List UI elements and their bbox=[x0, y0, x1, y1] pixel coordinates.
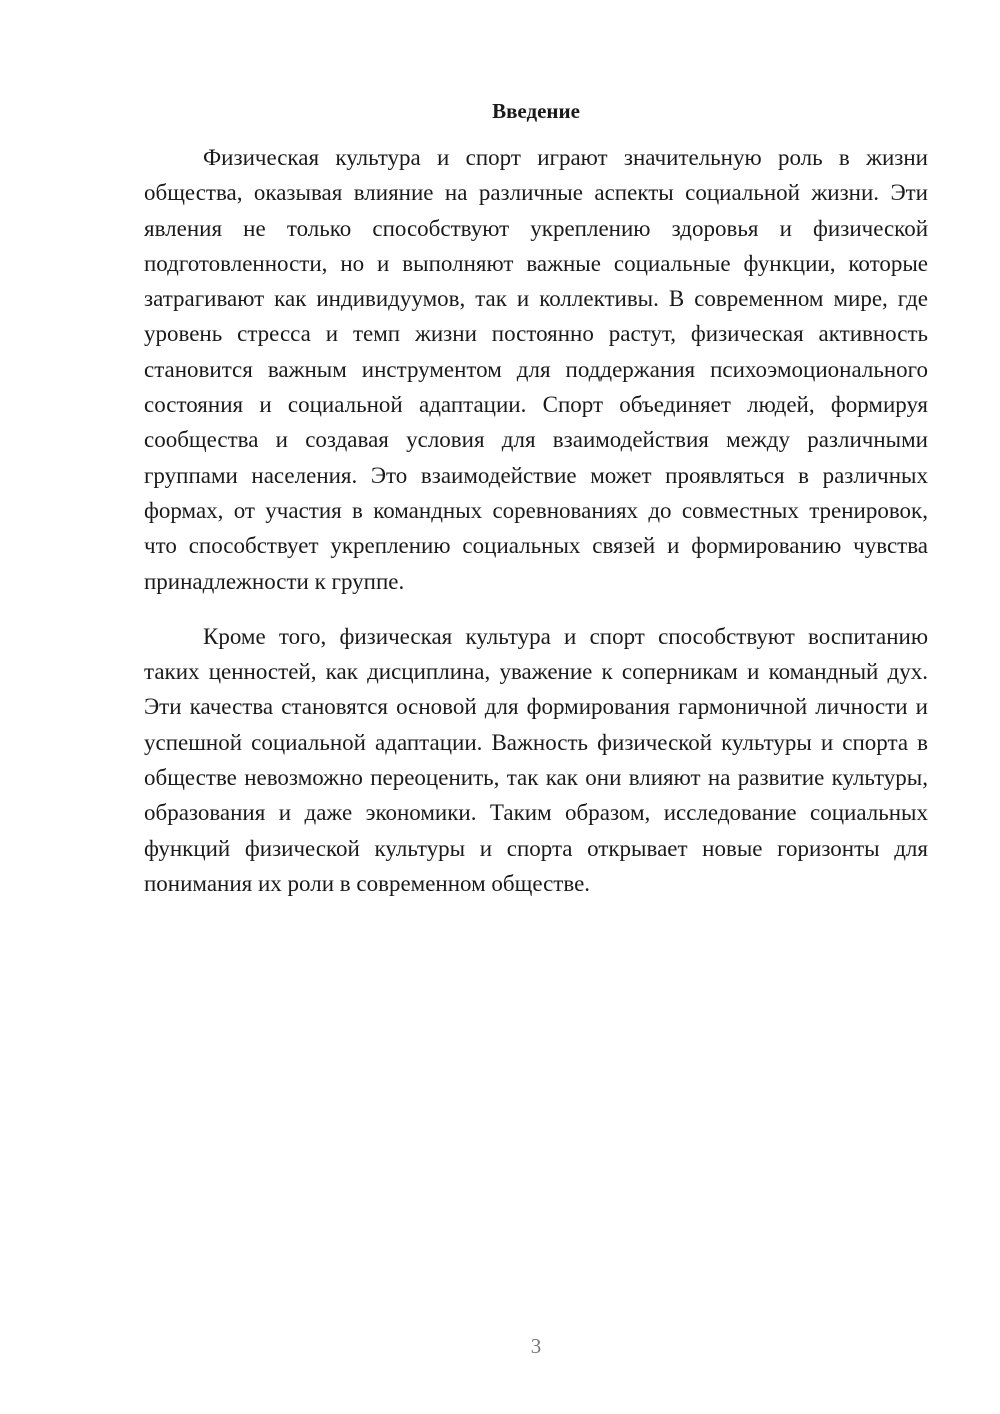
paragraph-1: Физическая культура и спорт играют значительную роль в жизни общества, оказывая влияние на различные аспекты социальной жизни. Эти явления не только способствуют укреплению здоровья и физической подготовленности, но и выполняют важные социальные функции, которые затрагивают как индивидуумов, так и коллективы. В современном мире, где уровень стресса и темп жизни постоянно растут, физическая активность становится важным инструментом для поддержания психоэмоционального состояния и социальной адаптации. Спорт объединяет людей, формируя сообщества и создавая условия для взаимодействия между различными группами населения. Это взаимодействие может проявляться в различных формах, от участия в командных соревнованиях до совместных тренировок, что способствует укреплению социальных связей и формированию чувства принадлежности к группе. bbox=[144, 145, 928, 594]
section-title: Введение bbox=[492, 99, 580, 123]
paragraph-2: Кроме того, физическая культура и спорт способствуют воспитанию таких ценностей, как дисциплина, уважение к соперникам и командный дух. Эти качества становятся основой для формирования гармоничной личности и успешной социальной адаптации. Важность физической культуры и спорта в обществе невозможно переоценить, так как они влияют на развитие культуры, образования и даже экономики. Таким образом, исследование социальных функций физической культуры и спорта открывает новые горизонты для понимания их роли в современном обществе. bbox=[144, 623, 928, 896]
page-content bbox=[144, 96, 928, 901]
page-number: 3 bbox=[530, 1334, 542, 1358]
